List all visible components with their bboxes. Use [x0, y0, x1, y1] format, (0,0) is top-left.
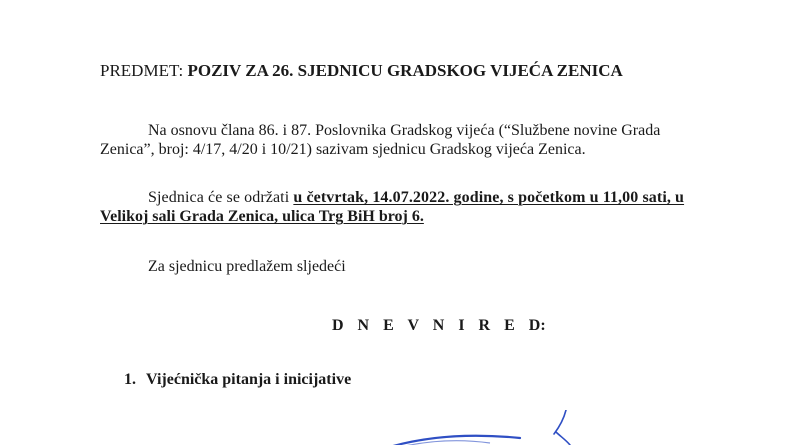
stamp-seal-icon [370, 410, 630, 445]
official-stamp-fragment [370, 410, 630, 445]
session-intro-text: Sjednica će se održati [148, 189, 294, 206]
paragraph-session-details-line1 [148, 188, 684, 208]
session-date-time: u četvrtak, 14.07.2022. godine, s početkom u 11,00 sati, u [293, 189, 685, 206]
agenda-title: D N E V N I R E D: [332, 317, 546, 334]
agenda-item-text: Vijećnička pitanja i inicijative [146, 371, 352, 388]
subject-value: POZIV ZA 26. SJEDNICU GRADSKOG VIJEĆA ZENICA [187, 61, 623, 80]
paragraph-legal-basis-line1: Na osnovu člana 86. i 87. Poslovnika Gradskog vijeća (“Službene novine Grada [148, 122, 661, 139]
paragraph-legal-basis-line2: Zenica”, broj: 4/17, 4/20 i 10/21) sazivam sjednicu Gradskog vijeća Zenica. [100, 141, 586, 158]
agenda-item-number: 1. [124, 371, 136, 388]
subject-label: PREDMET: [100, 61, 188, 80]
paragraph-proposal: Za sjednicu predlažem sljedeći [148, 258, 346, 275]
paragraph-session-details-line2 [100, 207, 424, 227]
session-location: Velikoj sali Grada Zenica, ulica Trg BiH broj 6. [100, 208, 424, 225]
subject-line [100, 61, 623, 81]
agenda-item [124, 370, 351, 390]
